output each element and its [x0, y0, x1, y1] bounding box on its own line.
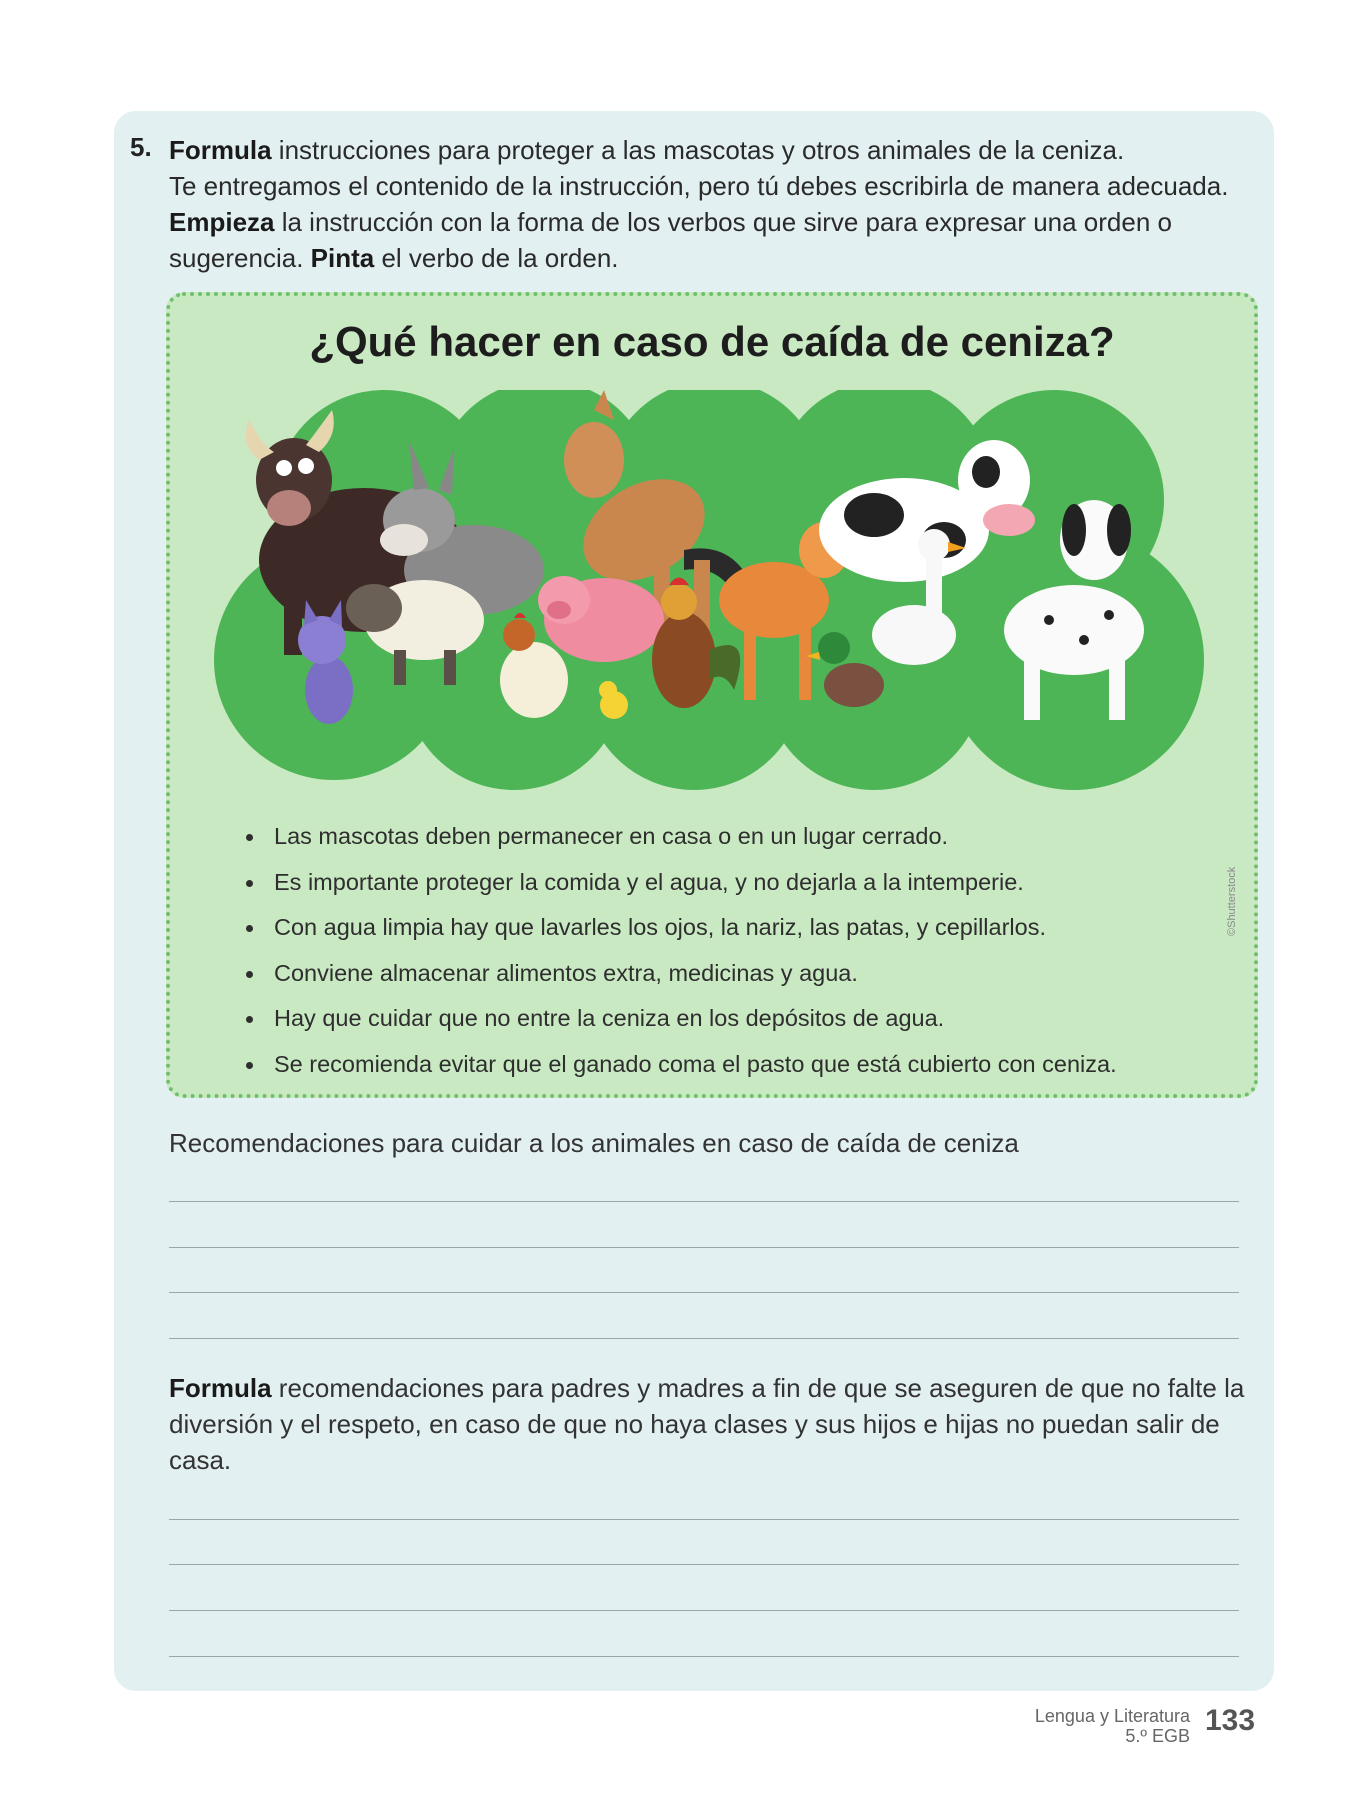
farm-animals-illustration [214, 390, 1216, 790]
instruction-text-4: el verbo de la orden. [374, 243, 619, 273]
answer-line[interactable] [169, 1564, 1239, 1565]
answer-line[interactable] [169, 1201, 1239, 1202]
verb-empieza: Empieza [169, 207, 275, 237]
list-item: Con agua limpia hay que lavarles los ojos, la nariz, las patas, y cepillarlos. [246, 905, 1236, 951]
verb-formula-2: Formula [169, 1373, 272, 1403]
answer-line[interactable] [169, 1247, 1239, 1248]
parents-prompt-text: recomendaciones para padres y madres a fin de que se aseguren de que no falte la diversión y el respeto, en caso de que no haya clases y sus hijos e hijas no puedan salir de casa. [169, 1373, 1245, 1475]
instruction-list [246, 814, 1236, 1087]
instruction-text-2: Te entregamos el contenido de la instrucción, pero tú debes escribirla de manera adecuada. [169, 171, 1229, 201]
list-item: Hay que cuidar que no entre la ceniza en los depósitos de agua. [246, 996, 1236, 1042]
image-credit: ©Shutterstock [1226, 866, 1238, 936]
list-item: Las mascotas deben permanecer en casa o en un lugar cerrado. [246, 814, 1236, 860]
footer-grade: 5.º EGB [1125, 1726, 1190, 1746]
answer-line[interactable] [169, 1610, 1239, 1611]
list-item: Se recomienda evitar que el ganado coma el pasto que está cubierto con ceniza. [246, 1042, 1236, 1088]
instruction-text-1: instrucciones para proteger a las mascotas y otros animales de la ceniza. [271, 135, 1125, 165]
answer-line[interactable] [169, 1656, 1239, 1657]
list-item: Conviene almacenar alimentos extra, medicinas y agua. [246, 951, 1236, 997]
box-title: ¿Qué hacer en caso de caída de ceniza? [309, 318, 1115, 365]
exercise-instructions [169, 132, 1259, 276]
exercise-number: 5. [130, 132, 152, 162]
answer-line[interactable] [169, 1519, 1239, 1520]
instruction-text-3: la instrucción con la forma de los verbos que sirve para expresar una orden o sugerencia. [169, 207, 1172, 273]
answer-line[interactable] [169, 1292, 1239, 1293]
page-number: 133 [1205, 1704, 1256, 1737]
parents-prompt [169, 1370, 1259, 1478]
verb-formula: Formula [169, 135, 272, 165]
info-box [166, 292, 1258, 1098]
footer-subject-title: Lengua y Literatura [1034, 1706, 1190, 1726]
recommendations-prompt: Recomendaciones para cuidar a los animales en caso de caída de ceniza [169, 1128, 1019, 1158]
footer-subject [940, 1706, 1190, 1746]
verb-pinta: Pinta [310, 243, 375, 273]
answer-line[interactable] [169, 1338, 1239, 1339]
list-item: Es importante proteger la comida y el agua, y no dejarla a la intemperie. [246, 860, 1236, 906]
